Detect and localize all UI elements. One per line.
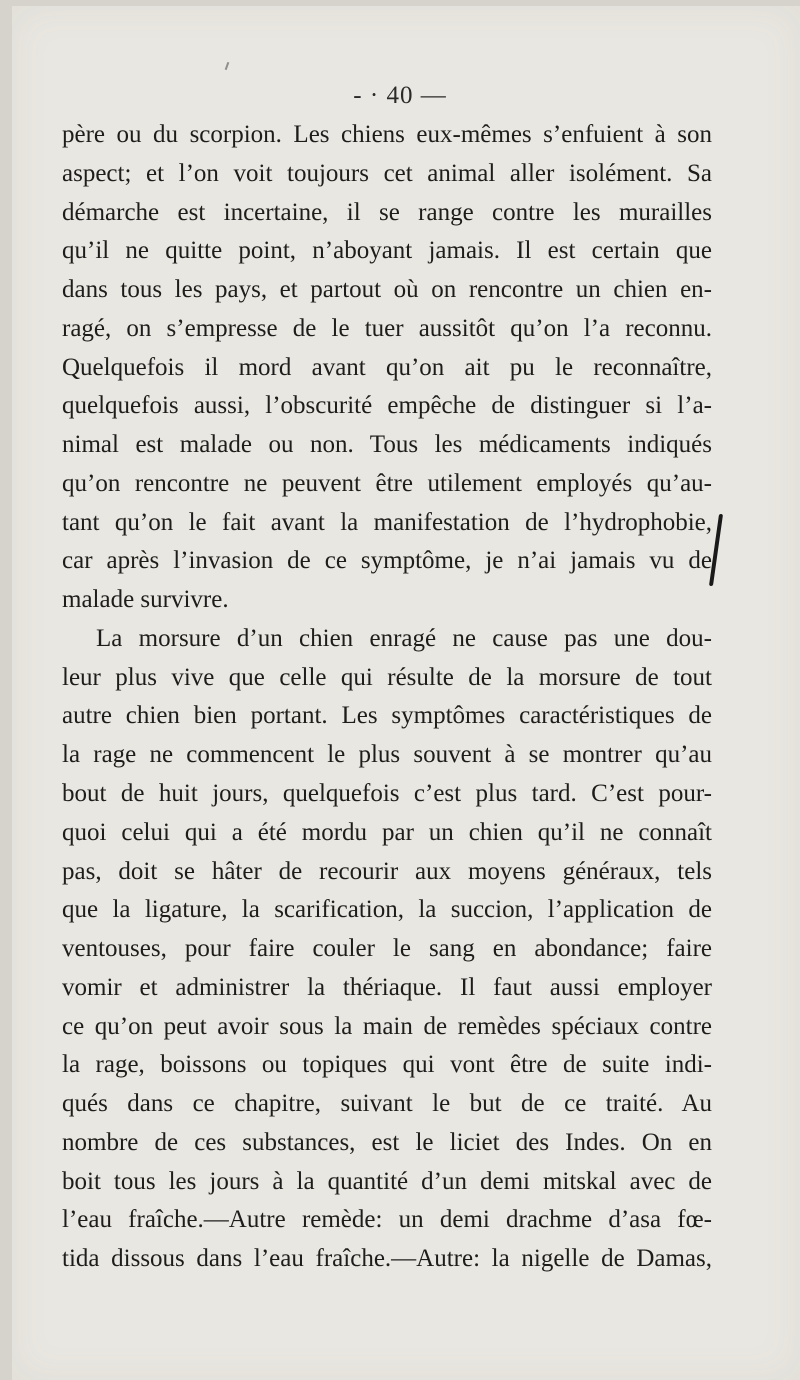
text-line: la rage, boissons ou topiques qui vont être de suite indi- — [62, 1051, 712, 1079]
text-line: dans tous les pays, et partout où on rencontre un chien en- — [62, 276, 712, 304]
text-line: tida dissous dans l’eau fraîche.—Autre: la nigelle de Damas, — [62, 1245, 712, 1273]
text-line: vomir et administrer la thériaque. Il faut aussi employer — [62, 973, 712, 1001]
paragraph-1 — [62, 116, 712, 620]
text-line-indented: La morsure d’un chien enragé ne cause pas une dou- — [96, 624, 712, 652]
ink-speck — [225, 62, 230, 70]
text-line: aspect; et l’on voit toujours cet animal aller isolément. Sa — [62, 159, 712, 187]
paragraph-2 — [62, 620, 712, 1279]
text-line: qués dans ce chapitre, suivant le but de ce traité. Au — [62, 1090, 712, 1118]
text-line: autre chien bien portant. Les symptômes caractéristiques de — [62, 702, 712, 730]
text-line: démarche est incertaine, il se range contre les murailles — [62, 198, 712, 226]
text-line: car après l’invasion de ce symptôme, je n’ai jamais vu de — [62, 547, 712, 575]
text-line: pas, doit se hâter de recourir aux moyens généraux, tels — [62, 857, 712, 885]
text-line: malade survivre. — [62, 586, 229, 614]
text-line: boit tous les jours à la quantité d’un demi mitskal avec de — [62, 1167, 712, 1195]
text-line: ventouses, pour faire couler le sang en abondance; faire — [62, 935, 712, 963]
text-line: nombre de ces substances, est le liciet des Indes. On en — [62, 1128, 712, 1156]
page-number: - · 40 — — [353, 82, 447, 109]
text-line: quelquefois aussi, l’obscurité empêche de distinguer si l’a- — [62, 392, 712, 420]
text-line: tant qu’on le fait avant la manifestation de l’hydrophobie, — [62, 508, 712, 536]
text-line: la rage ne commencent le plus souvent à se montrer qu’au — [62, 741, 712, 769]
text-line: Quelquefois il mord avant qu’on ait pu le reconnaître, — [62, 353, 712, 381]
text-line: qu’on rencontre ne peuvent être utilement employés qu’au- — [62, 469, 712, 497]
text-line: que la ligature, la scarification, la succion, l’application de — [62, 896, 712, 924]
book-page — [12, 6, 800, 1380]
text-line: leur plus vive que celle qui résulte de la morsure de tout — [62, 663, 712, 691]
text-line: ragé, on s’empresse de le tuer aussitôt qu’on l’a reconnu. — [62, 314, 712, 342]
text-line: père ou du scorpion. Les chiens eux-mêmes s’enfuient à son — [62, 121, 712, 148]
text-line: l’eau fraîche.—Autre remède: un demi drachme d’asa fœ- — [62, 1206, 712, 1234]
text-line: quoi celui qui a été mordu par un chien qu’il ne connaît — [62, 818, 712, 846]
text-line: bout de huit jours, quelquefois c’est plus tard. C’est pour- — [62, 780, 712, 808]
body-text — [62, 116, 712, 1279]
text-line: ce qu’on peut avoir sous la main de remèdes spéciaux contre — [62, 1012, 712, 1040]
text-line: nimal est malade ou non. Tous les médicaments indiqués — [62, 431, 712, 459]
text-line: qu’il ne quitte point, n’aboyant jamais. Il est certain que — [62, 237, 712, 265]
